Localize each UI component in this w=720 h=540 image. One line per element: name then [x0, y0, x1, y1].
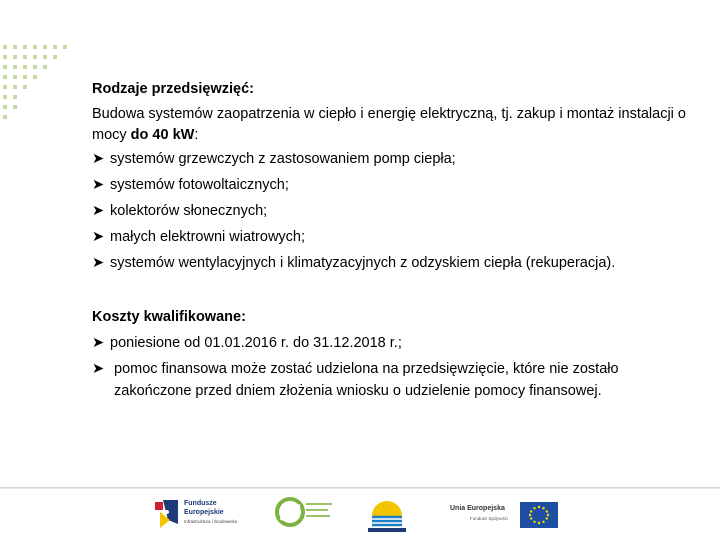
project-types-heading: Rodzaje przedsięwzięć: [92, 81, 254, 97]
eligible-costs-heading: Koszty kwalifikowane: [92, 309, 246, 325]
fe-title-2: Europejskie [184, 509, 224, 516]
arrow-bullet-icon: ➤ [92, 255, 105, 271]
eu-title: Unia Europejska [450, 505, 505, 512]
arrow-bullet-icon: ➤ [92, 229, 105, 245]
fe-star-icon [165, 510, 169, 514]
list-item-text: systemów fotowoltaicznych; [110, 177, 289, 193]
list-item-text: systemów grzewczych z zastosowaniem pomp ciepła; [110, 151, 456, 167]
green-energy-logo [277, 499, 332, 525]
list-item [92, 330, 692, 356]
section-spacer [92, 276, 692, 304]
list-item [92, 250, 692, 276]
arrow-bullet-icon: ➤ [92, 361, 105, 377]
intro-text: Budowa systemów zaopatrzenia w ciepło i energię elektryczną, tj. zakup i montaż instalacji o mocy [92, 106, 686, 143]
footer-logo-bar [0, 490, 720, 540]
list-item-text: pomoc finansowa może zostać udzielona na przedsięwzięcie, które nie zostało zakończone przed dniem złożenia wniosku o udzielenie pomocy finansowej. [114, 361, 619, 399]
list-item [92, 198, 692, 224]
fe-subtitle: Infrastruktura i Środowisko [184, 519, 238, 524]
footer-divider [0, 487, 720, 489]
intro-paragraph [92, 104, 692, 146]
list-item-text: systemów wentylacyjnych i klimatyzacyjnych z odzyskiem ciepła (rekuperacja). [110, 255, 616, 271]
decorative-dot-pattern [0, 40, 80, 150]
fe-title-1: Fundusze [184, 500, 217, 507]
slide-content [92, 76, 692, 402]
list-item-text: poniesione od 01.01.2016 r. do 31.12.2018 r.; [110, 335, 402, 351]
arrow-bullet-icon: ➤ [92, 177, 105, 193]
list-item-text: kolektorów słonecznych; [110, 203, 268, 219]
unia-europejska-logo [450, 502, 558, 528]
intro-power-limit: do 40 kW [130, 127, 195, 143]
nfosigw-logo [368, 501, 406, 532]
arrow-bullet-icon: ➤ [92, 151, 105, 167]
intro-colon: : [194, 127, 199, 143]
list-item [92, 224, 692, 250]
fundusze-europejskie-logo [155, 500, 238, 528]
arrow-bullet-icon: ➤ [92, 203, 105, 219]
list-item [92, 146, 692, 172]
list-item [92, 172, 692, 198]
eu-subtitle: Fundusz Spójności [470, 516, 509, 521]
list-item [92, 356, 692, 402]
list-item-text: małych elektrowni wiatrowych; [110, 229, 306, 245]
arrow-bullet-icon: ➤ [92, 335, 105, 351]
